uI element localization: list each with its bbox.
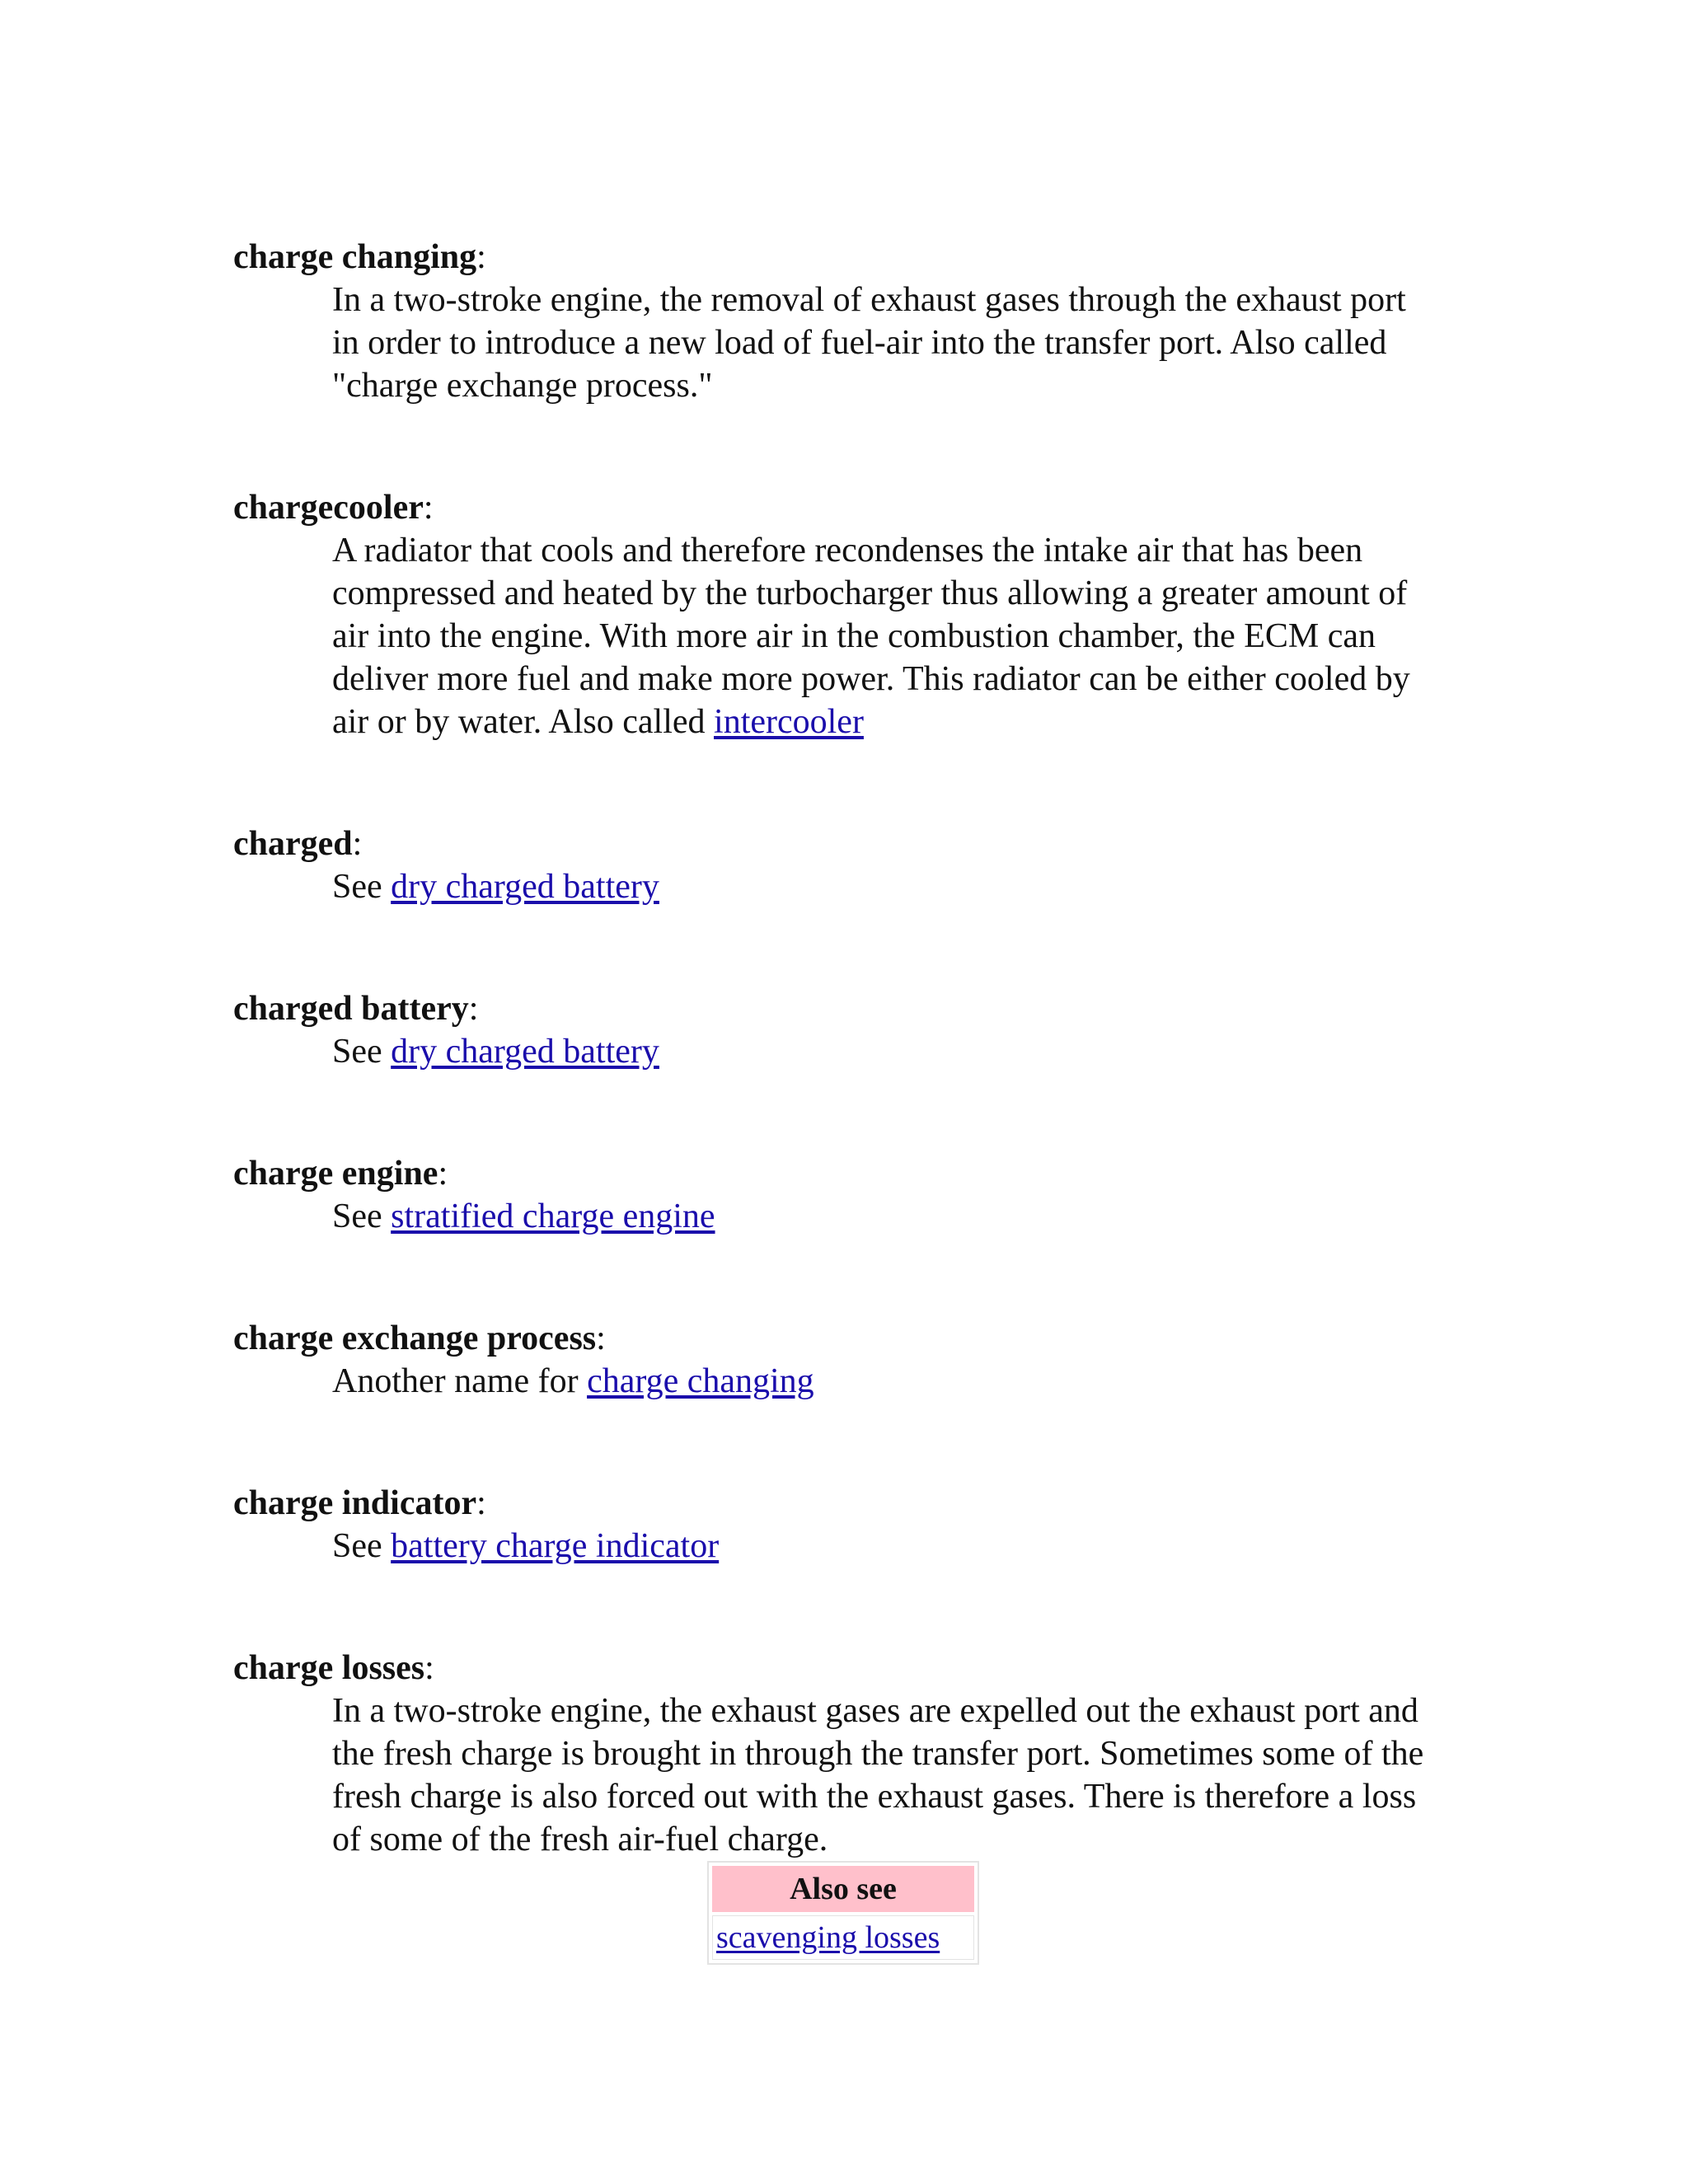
definition-text: See	[332, 1033, 392, 1071]
definition	[332, 279, 1437, 407]
term: charge engine	[233, 1155, 438, 1193]
glossary-entry-charge-losses	[233, 1647, 1470, 1965]
term-line	[233, 823, 1470, 865]
glossary-entry-charge-exchange-process	[233, 1317, 1470, 1403]
definition	[332, 1195, 1437, 1238]
also-see-header-row	[712, 1866, 974, 1912]
term-line	[233, 1482, 1470, 1525]
term-line	[233, 1152, 1470, 1195]
term-line	[233, 1317, 1470, 1360]
definition-text: See	[332, 1197, 392, 1235]
definition-text: See	[332, 1527, 392, 1565]
definition	[332, 1360, 1437, 1403]
term-colon: :	[352, 825, 363, 863]
definition	[332, 865, 1437, 908]
definition-text: Another name for	[332, 1362, 588, 1400]
definition	[332, 1690, 1437, 1861]
also-see-header: Also see	[712, 1866, 974, 1912]
link-intercooler[interactable]: intercooler	[714, 703, 864, 741]
also-see-row	[712, 1915, 974, 1960]
also-see-cell	[712, 1915, 974, 1960]
glossary-entry-charge-engine	[233, 1152, 1470, 1238]
definition-text: In a two-stroke engine, the removal of exhaust gases through the exhaust port in order to introduce a new load of fuel-air into the transfer port. Also called "charge exchange process."	[332, 281, 1406, 405]
term-line	[233, 236, 1470, 279]
definition-text: See	[332, 868, 392, 906]
glossary-entry-charged	[233, 823, 1470, 908]
term-colon: :	[476, 1484, 486, 1522]
glossary-page	[233, 236, 1470, 1965]
term-colon: :	[423, 489, 434, 527]
term-line	[233, 486, 1470, 529]
term-colon: :	[468, 990, 479, 1028]
definition	[332, 1525, 1437, 1568]
link-charge-changing[interactable]: charge changing	[587, 1362, 814, 1400]
link-battery-charge-indicator[interactable]: battery charge indicator	[391, 1527, 720, 1565]
link-dry-charged-battery[interactable]: dry charged battery	[391, 1033, 659, 1071]
glossary-entry-charge-changing	[233, 236, 1470, 407]
term: charge indicator	[233, 1484, 477, 1522]
also-see-table	[707, 1861, 979, 1965]
term-colon: :	[424, 1649, 434, 1687]
definition-text: In a two-stroke engine, the exhaust gases are expelled out the exhaust port and the fresh charge is brought in through the transfer port. Sometimes some of the fresh charge is also forced out with the exhaust gases. There is therefore a loss of some of the fresh air-fuel charge.	[332, 1692, 1424, 1858]
term-line	[233, 1647, 1470, 1690]
term: charge exchange process	[233, 1319, 597, 1357]
glossary-entry-chargecooler	[233, 486, 1470, 743]
definition-text: A radiator that cools and therefore recondenses the intake air that has been compressed and heated by the turbocharger thus allowing a greater amount of air into the engine. With more air in the combustion chamber, the ECM can deliver more fuel and make more power. This radiator can be either cooled by air or by water. Also called	[332, 532, 1410, 741]
term: charge changing	[233, 238, 477, 276]
term: charge losses	[233, 1649, 425, 1687]
term-colon: :	[596, 1319, 606, 1357]
link-dry-charged-battery[interactable]: dry charged battery	[391, 868, 659, 906]
link-stratified-charge-engine[interactable]: stratified charge engine	[391, 1197, 715, 1235]
term-colon: :	[476, 238, 486, 276]
term: chargecooler	[233, 489, 424, 527]
definition	[332, 529, 1437, 743]
glossary-entry-charged-battery	[233, 987, 1470, 1073]
glossary-entry-charge-indicator	[233, 1482, 1470, 1568]
term-colon: :	[438, 1155, 448, 1193]
link-scavenging-losses[interactable]: scavenging losses	[716, 1920, 940, 1955]
definition	[332, 1030, 1437, 1073]
term: charged battery	[233, 990, 469, 1028]
term: charged	[233, 825, 353, 863]
term-line	[233, 987, 1470, 1030]
